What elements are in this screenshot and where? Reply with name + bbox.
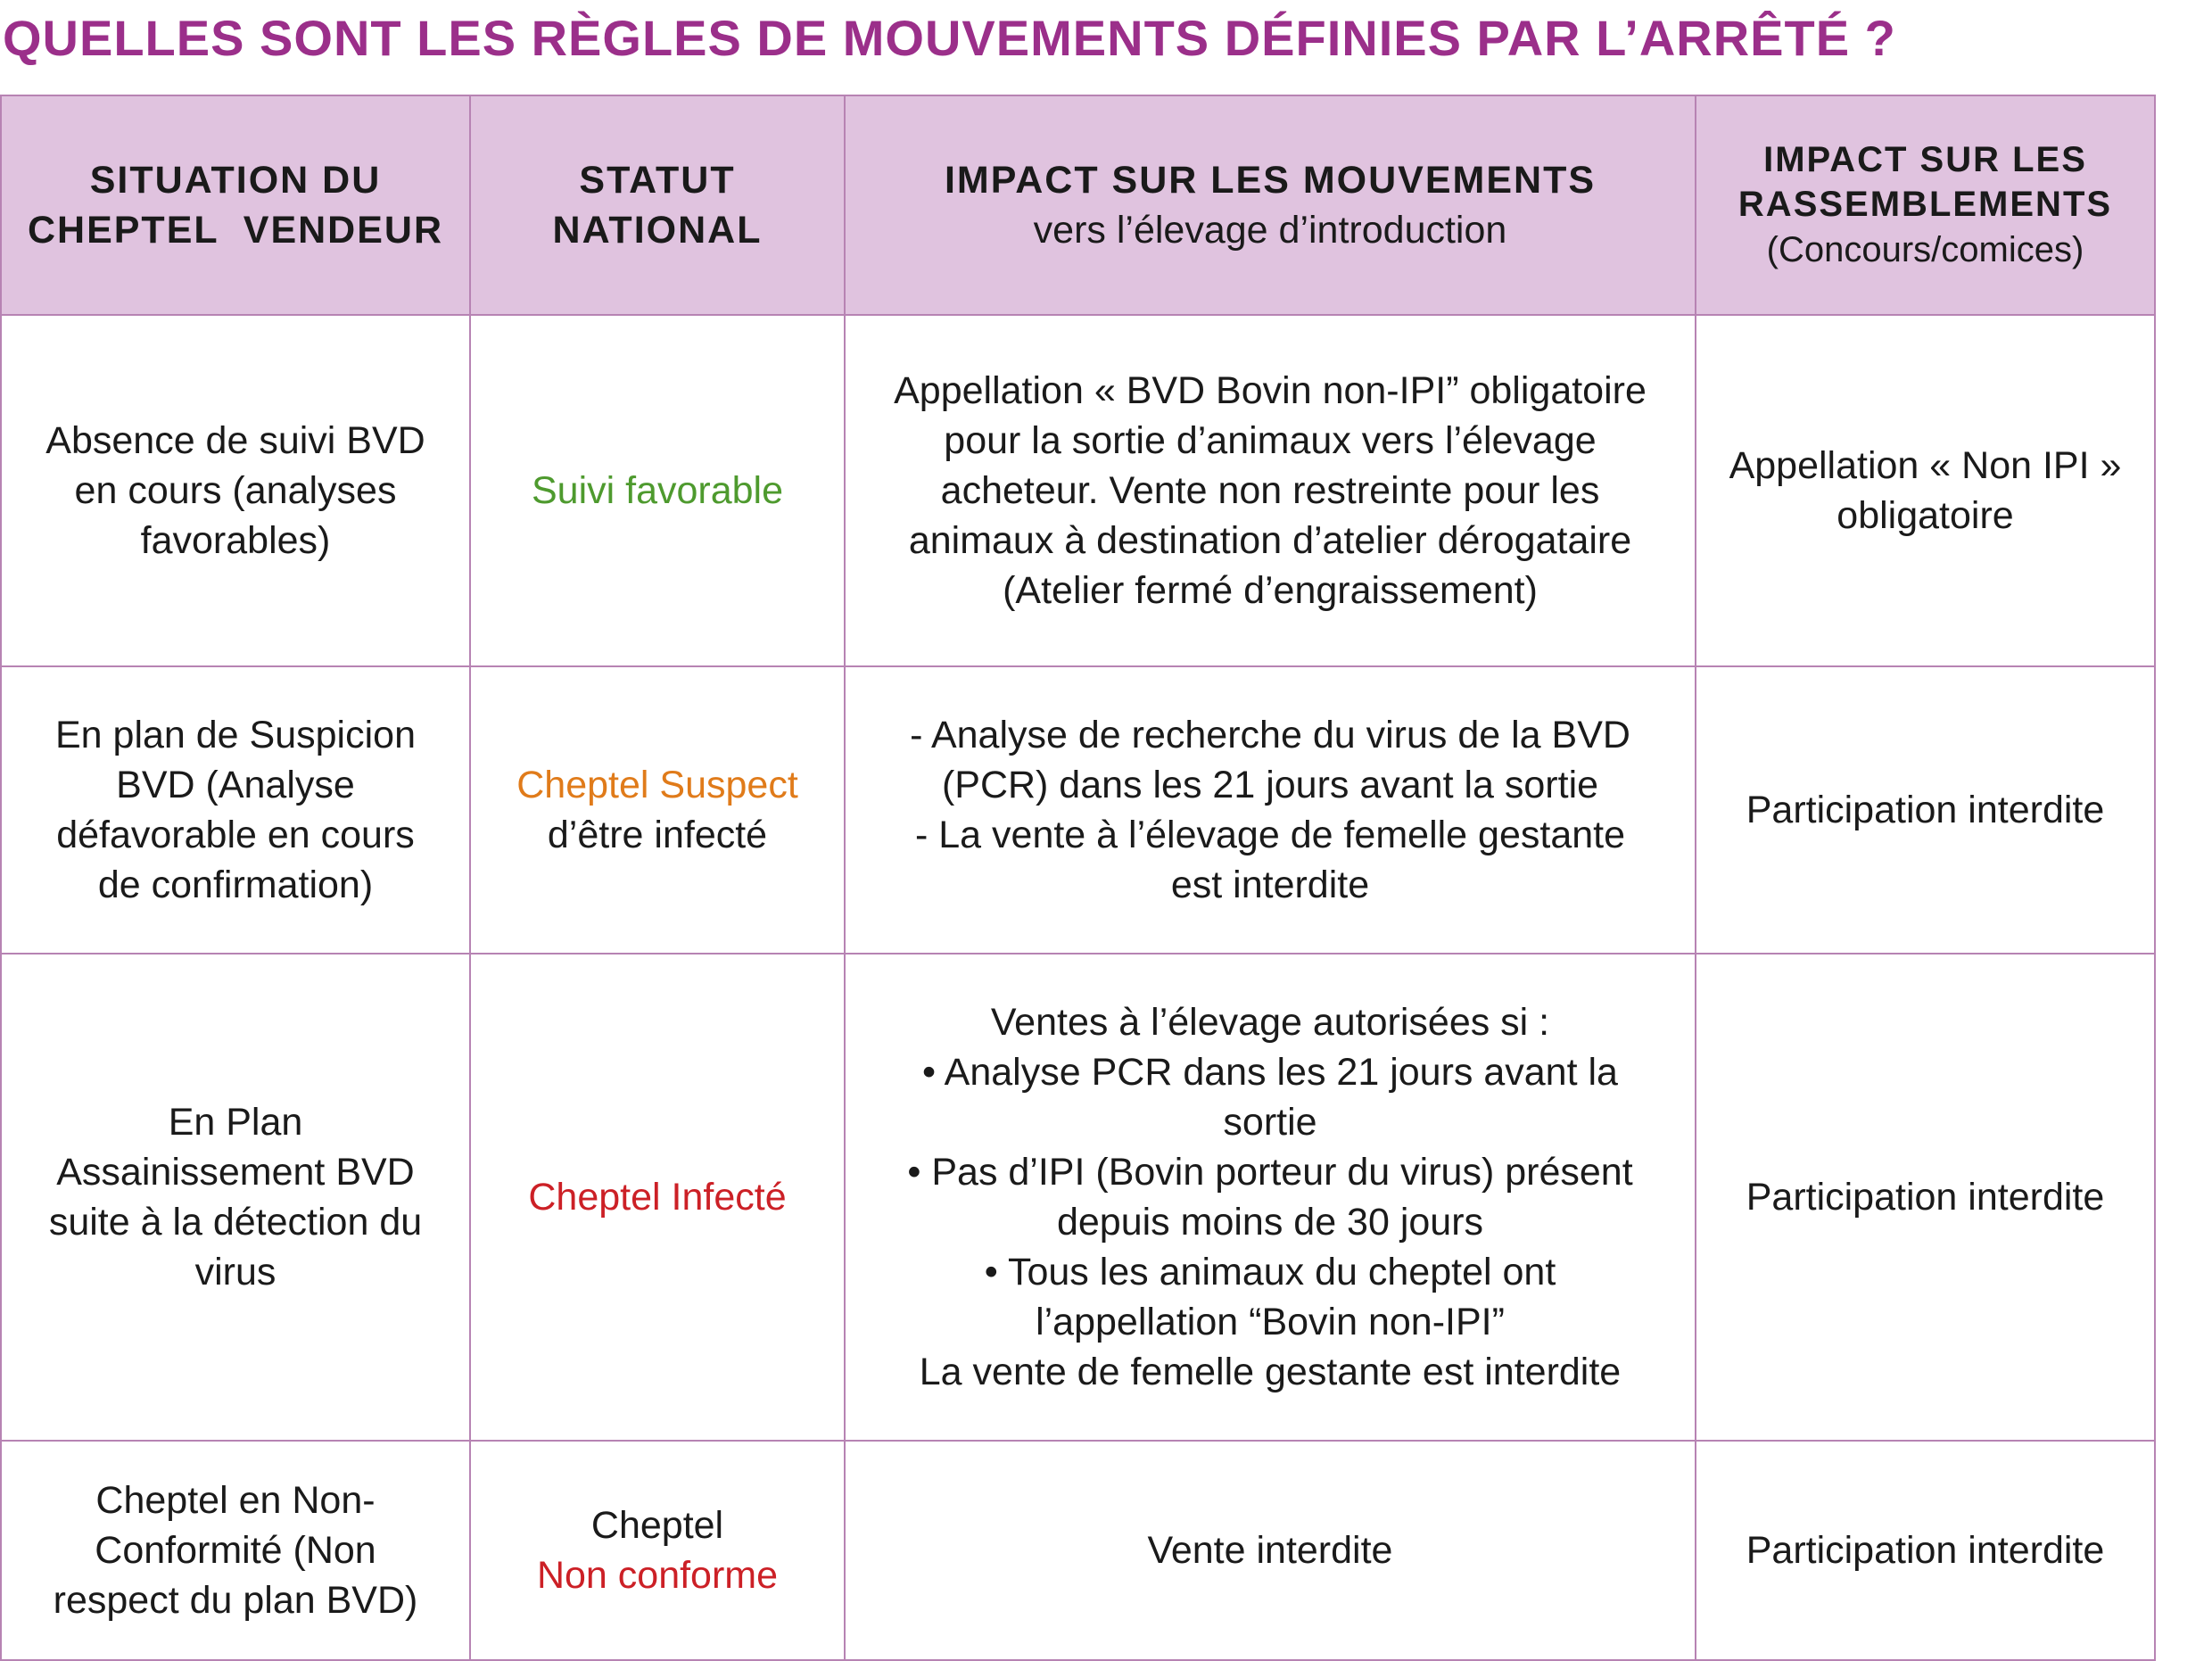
- text-line: en cours (analyses: [74, 469, 397, 512]
- text-line: En Plan: [168, 1101, 303, 1144]
- cell-impact: [845, 666, 1696, 954]
- cell-situation: [1, 315, 470, 666]
- cell-rassemblement: [1696, 1441, 2155, 1660]
- status-suspect: Cheptel Suspect: [516, 764, 798, 806]
- header-rassemblements-subtitle: (Concours/comices): [1766, 230, 2084, 269]
- status-infecte: Cheptel Infecté: [528, 1176, 787, 1219]
- table-row: [1, 666, 2155, 954]
- header-impact-title: IMPACT SUR LES MOUVEMENTS: [944, 159, 1597, 202]
- page-title: QUELLES SONT LES RÈGLES DE MOUVEMENTS DÉFINIES PAR L’ARRÊTÉ ?: [3, 10, 1896, 66]
- text-line: • Analyse PCR dans les 21 jours avant la: [922, 1051, 1618, 1094]
- text-line: Cheptel en Non-: [95, 1479, 376, 1522]
- text-line: virus: [194, 1251, 276, 1293]
- cell-rassemblement: [1696, 666, 2155, 954]
- text-line: respect du plan BVD): [53, 1579, 418, 1622]
- table-row: [1, 954, 2155, 1441]
- text-line: Vente interdite: [1147, 1529, 1393, 1572]
- text-line: Participation interdite: [1746, 789, 2105, 831]
- text-line: En plan de Suspicion: [54, 714, 416, 756]
- text-line: l’appellation “Bovin non-IPI”: [1036, 1301, 1505, 1343]
- text-line: • Tous les animaux du cheptel ont: [984, 1251, 1556, 1293]
- text-line: pour la sortie d’animaux vers l’élevage: [944, 419, 1597, 462]
- text-line: Absence de suivi BVD: [45, 419, 425, 462]
- movement-rules-table: [0, 95, 2156, 1661]
- text-line: de confirmation): [97, 864, 374, 906]
- header-situation-line: SITUATION DU: [89, 159, 382, 202]
- cell-impact: [845, 1441, 1696, 1660]
- header-impact-subtitle: vers l’élevage d’introduction: [1033, 209, 1507, 252]
- cell-situation: [1, 954, 470, 1441]
- cell-statut: [470, 1441, 845, 1660]
- text-line: - La vente à l’élevage de femelle gestante: [914, 814, 1626, 856]
- text-line: obligatoire: [1836, 494, 2014, 537]
- table-row: [1, 315, 2155, 666]
- header-statut-line: STATUT: [579, 159, 736, 202]
- text-line: sortie: [1223, 1101, 1317, 1144]
- text-line: La vente de femelle gestante est interdite: [919, 1351, 1622, 1393]
- text-line: est interdite: [1170, 864, 1370, 906]
- text-line: Assainissement BVD: [56, 1151, 415, 1194]
- text-line: (Atelier fermé d’engraissement): [1003, 569, 1538, 612]
- status-favorable: Suivi favorable: [531, 469, 784, 512]
- text-line: BVD (Analyse: [116, 764, 355, 806]
- cell-statut: [470, 666, 845, 954]
- cell-rassemblement: [1696, 954, 2155, 1441]
- header-statut: [470, 95, 845, 315]
- cell-statut: [470, 954, 845, 1441]
- text-line: - Analyse de recherche du virus de la BVD: [910, 714, 1630, 756]
- text-line: animaux à destination d’atelier dérogataire: [908, 519, 1632, 562]
- header-statut-line: NATIONAL: [552, 209, 763, 252]
- text-line: Appellation « BVD Bovin non-IPI” obligatoire: [894, 369, 1647, 412]
- text-line: Ventes à l’élevage autorisées si :: [990, 1001, 1550, 1044]
- cell-impact: [845, 315, 1696, 666]
- text-line: Appellation « Non IPI »: [1729, 444, 2122, 487]
- text-line: Participation interdite: [1746, 1176, 2105, 1219]
- cell-situation: [1, 1441, 470, 1660]
- cell-rassemblement: [1696, 315, 2155, 666]
- cell-statut: [470, 315, 845, 666]
- text-line: Cheptel: [590, 1504, 724, 1547]
- header-impact-rassemblements: [1696, 95, 2155, 315]
- text-line: depuis moins de 30 jours: [1056, 1201, 1484, 1244]
- header-situation: [1, 95, 470, 315]
- text-line: (PCR) dans les 21 jours avant la sortie: [941, 764, 1599, 806]
- header-impact-mouvements: [845, 95, 1696, 315]
- text-line: suite à la détection du: [48, 1201, 423, 1244]
- text-line: défavorable en cours: [56, 814, 415, 856]
- text-line: Participation interdite: [1746, 1529, 2105, 1572]
- header-rassemblements-line: IMPACT SUR LES: [1763, 140, 2087, 179]
- table-row: [1, 1441, 2155, 1660]
- text-line: Conformité (Non: [95, 1529, 376, 1572]
- header-row: [1, 95, 2155, 315]
- text-line: • Pas d’IPI (Bovin porteur du virus) présent: [907, 1151, 1633, 1194]
- text-line: acheteur. Vente non restreinte pour les: [940, 469, 1600, 512]
- status-non-conforme: Non conforme: [536, 1554, 779, 1597]
- cell-impact: [845, 954, 1696, 1441]
- text-line: d’être infecté: [547, 814, 768, 856]
- cell-situation: [1, 666, 470, 954]
- text-line: favorables): [140, 519, 331, 562]
- header-situation-line: CHEPTEL VENDEUR: [27, 209, 444, 252]
- header-rassemblements-line: RASSEMBLEMENTS: [1737, 185, 2113, 224]
